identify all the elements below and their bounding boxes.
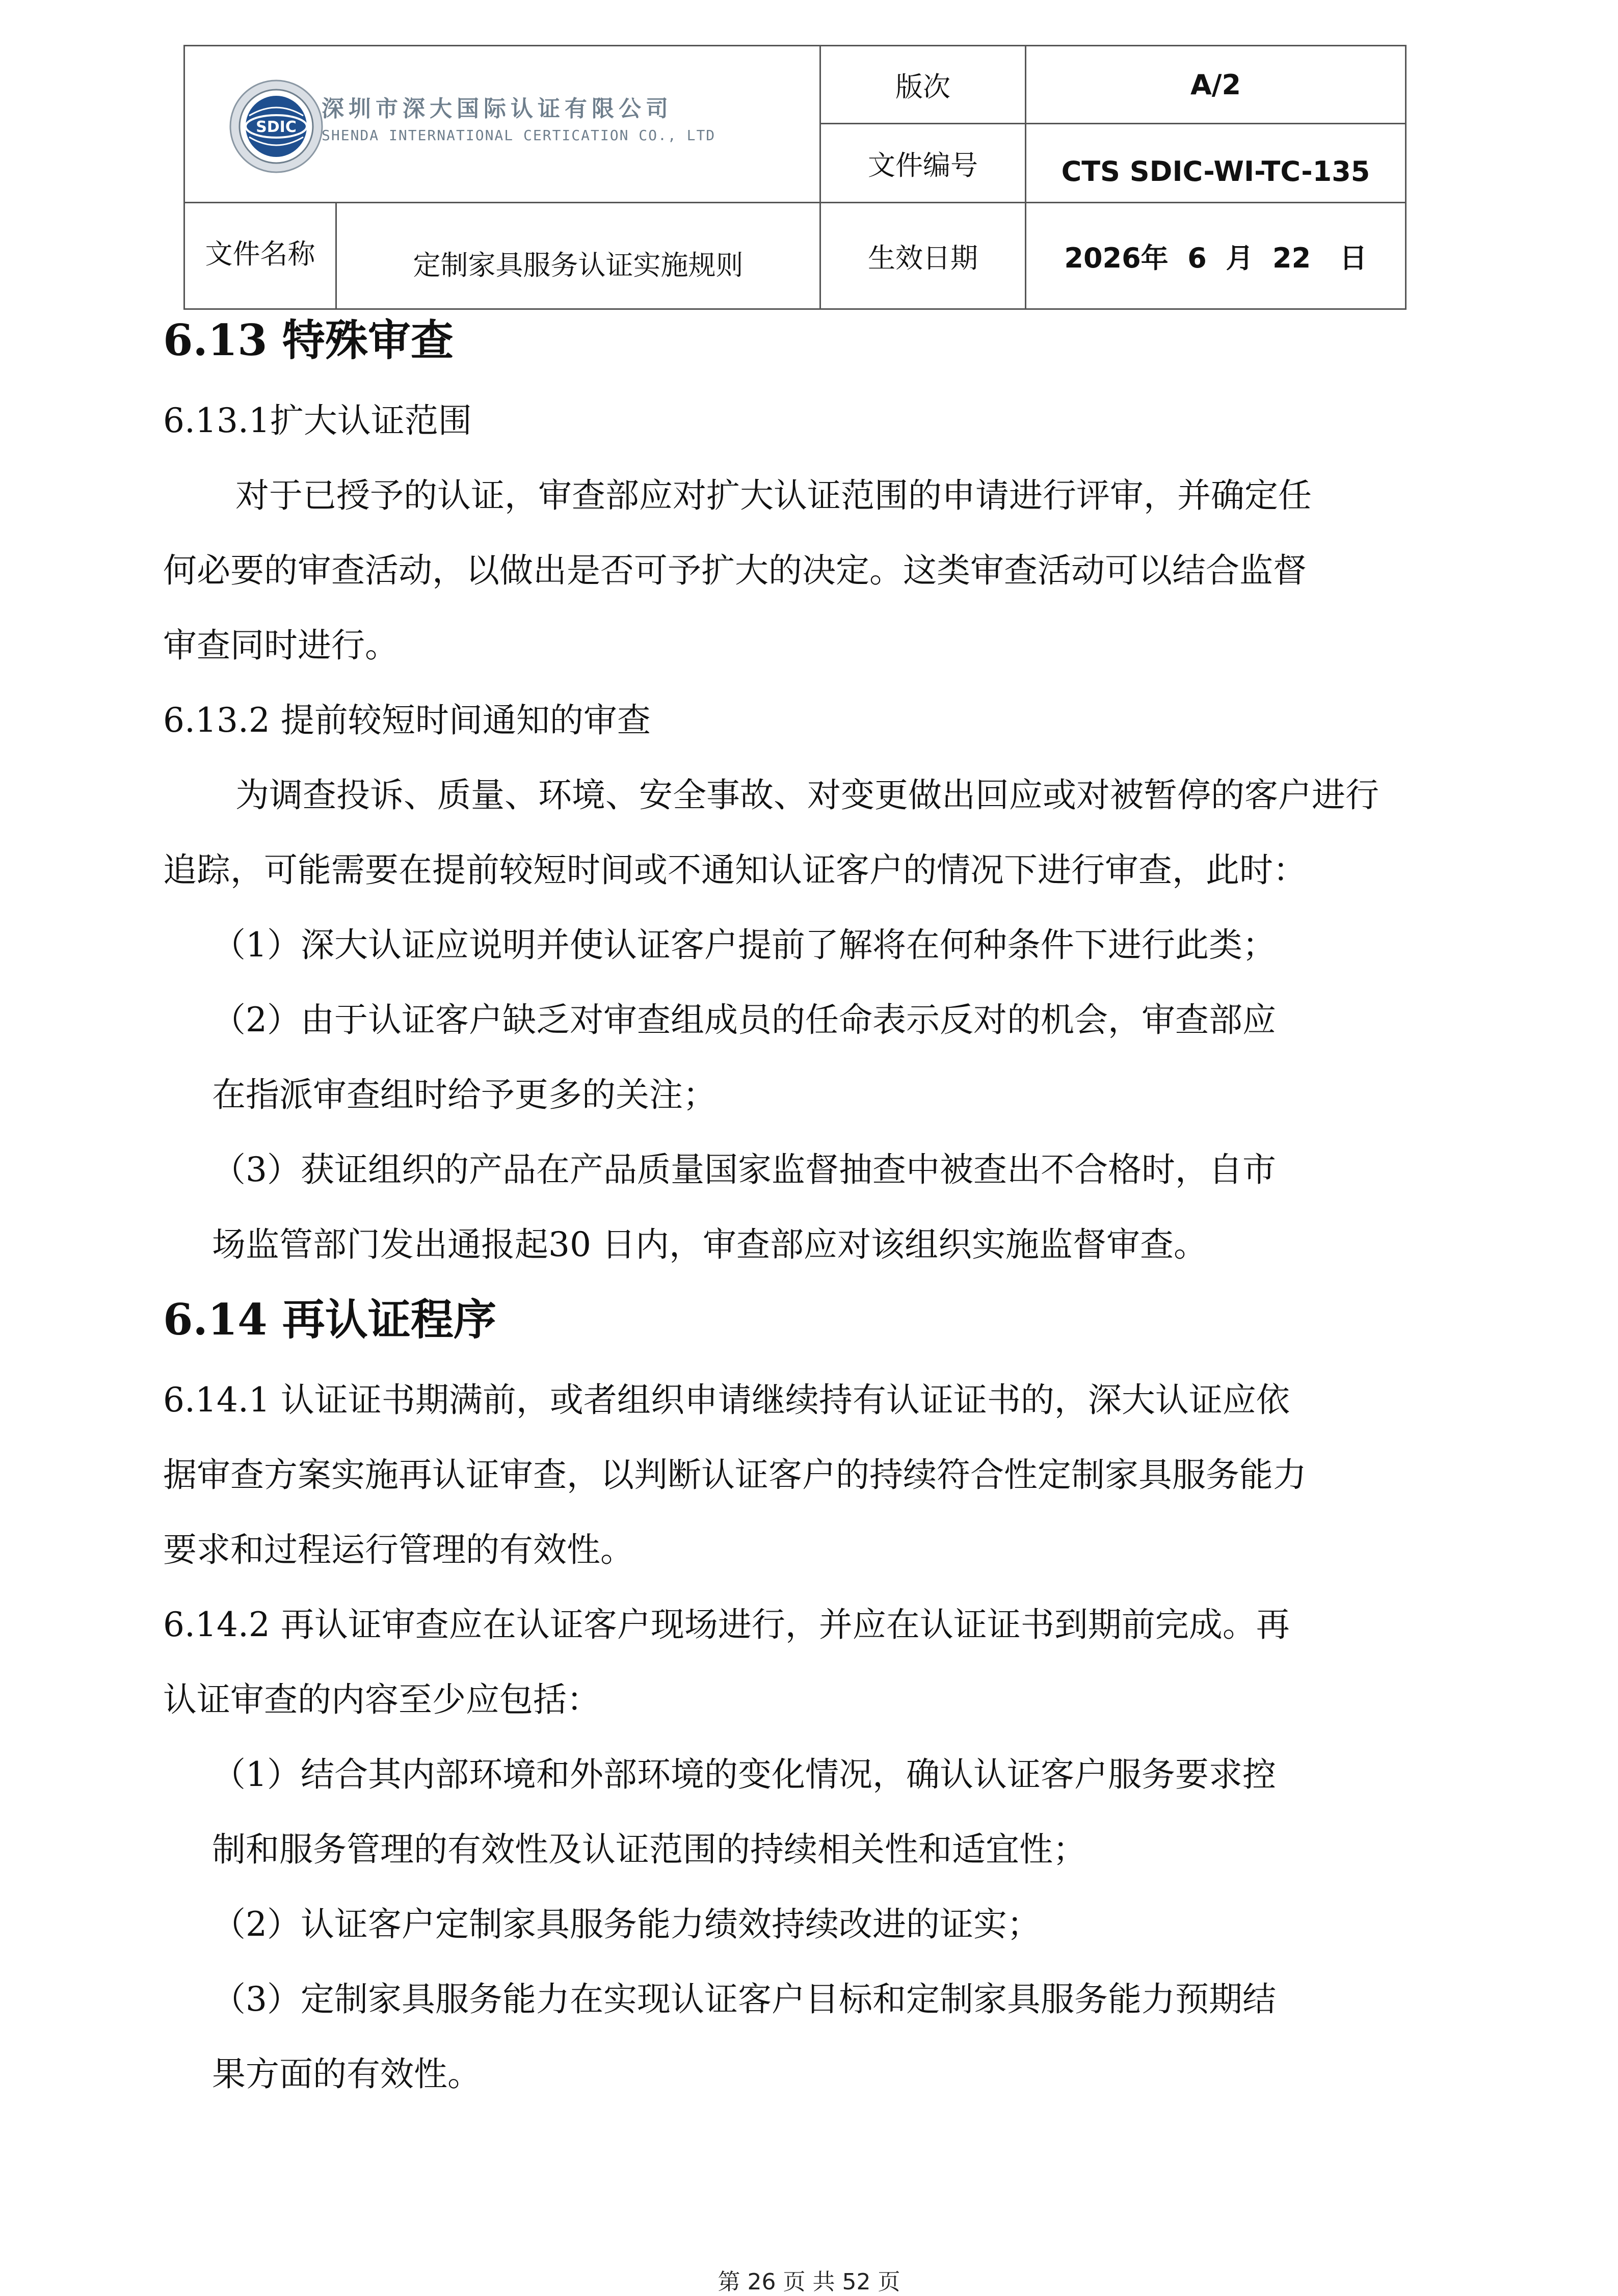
list-item: （2）由于认证客户缺乏对审查组成员的任命表示反对的机会，审查部应: [212, 1000, 1276, 1039]
subsection-6-13-1: 6.13.1扩大认证范围: [163, 401, 472, 440]
section-heading-6-13: 6.13 特殊审查: [163, 315, 454, 365]
list-item: （3）定制家具服务能力在实现认证客户目标和定制家具服务能力预期结: [212, 1980, 1276, 2019]
paragraph-line: 6.14.2 再认证审查应在认证客户现场进行，并应在认证证书到期前完成。再: [163, 1605, 1290, 1644]
paragraph-line: 认证审查的内容至少应包括：: [163, 1680, 600, 1719]
effective-date-value: 2026年 6 月 22 日: [1064, 242, 1367, 274]
company-seal-icon: [229, 79, 324, 174]
doc-name-value: 定制家具服务认证实施规则: [413, 249, 744, 281]
list-item: （1）结合其内部环境和外部环境的变化情况，确认认证客户服务要求控: [212, 1755, 1276, 1794]
version-label: 版次: [895, 70, 950, 103]
section-heading-6-14: 6.14 再认证程序: [163, 1294, 496, 1345]
document-header-table: [183, 45, 1407, 310]
paragraph-line: 对于已授予的认证，审查部应对扩大认证范围的申请进行评审，并确定任: [235, 476, 1312, 515]
doc-number-label: 文件编号: [868, 149, 978, 181]
paragraph-line: 据审查方案实施再认证审查，以判断认证客户的持续符合性定制家具服务能力: [163, 1455, 1307, 1494]
paragraph-line: 追踪，可能需要在提前较短时间或不通知认证客户的情况下进行审查，此时：: [163, 850, 1307, 890]
company-name-cn: 深圳市深大国际认证有限公司: [322, 96, 673, 122]
list-item: （1）深大认证应说明并使认证客户提前了解将在何种条件下进行此类；: [212, 925, 1276, 965]
list-item-continuation: 制和服务管理的有效性及认证范围的持续相关性和适宜性；: [212, 1830, 1086, 1869]
list-item: （2）认证客户定制家具服务能力绩效持续改进的证实；: [212, 1905, 1041, 1944]
list-item-continuation: 场监管部门发出通报起30 日内，审查部应对该组织实施监督审查。: [212, 1225, 1207, 1264]
version-value: A/2: [1190, 68, 1241, 101]
paragraph-line: 6.14.1 认证证书期满前，或者组织申请继续持有认证证书的，深大认证应依: [163, 1380, 1290, 1420]
list-item: （3）获证组织的产品在产品质量国家监督抽查中被查出不合格时，自市: [212, 1150, 1276, 1189]
page-number: 第 26 页 共 52 页: [718, 2269, 900, 2295]
subsection-6-13-2: 6.13.2 提前较短时间通知的审查: [163, 701, 651, 740]
doc-name-label: 文件名称: [205, 237, 315, 270]
company-name-en: SHENDA INTERNATIONAL CERTICATION CO., LTD: [322, 127, 716, 144]
company-logo: [185, 46, 819, 202]
paragraph-line: 何必要的审查活动，以做出是否可予扩大的决定。这类审查活动可以结合监督: [163, 551, 1307, 590]
paragraph-line: 要求和过程运行管理的有效性。: [163, 1530, 634, 1569]
paragraph-line: 审查同时进行。: [163, 626, 399, 665]
doc-number-value: CTS SDIC-WI-TC-135: [1061, 155, 1370, 188]
seal-text: SDIC: [256, 118, 297, 136]
paragraph-line: 为调查投诉、质量、环境、安全事故、对变更做出回应或对被暂停的客户进行: [235, 776, 1379, 815]
effective-date-label: 生效日期: [868, 242, 978, 274]
list-item-continuation: 在指派审查组时给予更多的关注；: [212, 1075, 717, 1114]
list-item-continuation: 果方面的有效性。: [212, 2054, 481, 2094]
